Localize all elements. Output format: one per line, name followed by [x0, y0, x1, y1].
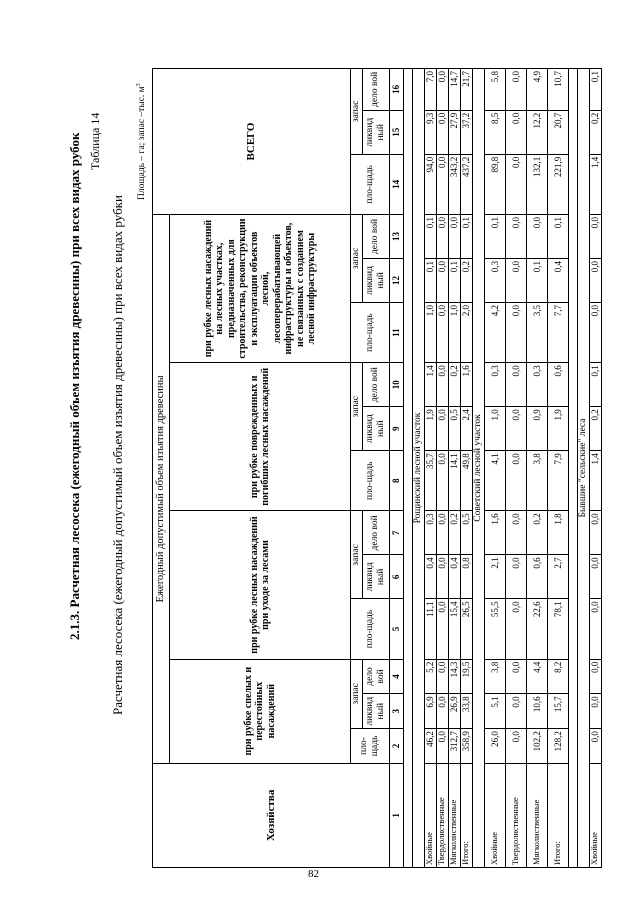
- business-header: дело вой: [362, 659, 389, 694]
- section-title: Рощинский лесной участок: [412, 69, 424, 868]
- farms-header: Хозяйства: [153, 763, 390, 867]
- table-cell: 0,0: [436, 555, 448, 599]
- table-cell: 0,0: [436, 407, 448, 451]
- table-cell: 14,7: [448, 69, 460, 111]
- table-cell: 5,2: [424, 659, 436, 694]
- table-cell: 0,2: [526, 511, 547, 555]
- stock-header: запас: [351, 363, 363, 451]
- table-row: [589, 69, 601, 868]
- table-cell: 0,3: [526, 363, 547, 407]
- table-cell: 10,6: [526, 694, 547, 729]
- table-row: [424, 69, 436, 868]
- table-cell: 0,0: [589, 214, 601, 258]
- area-header: пло-щадь: [351, 154, 390, 214]
- table-cell: 0,0: [505, 451, 526, 511]
- table-cell: 0,0: [589, 729, 601, 764]
- table-cell: 0,0: [505, 555, 526, 599]
- table-row: [460, 69, 472, 868]
- table-cell: 0,4: [424, 555, 436, 599]
- column-number: 5: [389, 599, 403, 659]
- stock-header: запас: [351, 69, 363, 155]
- area-header: пло-щадь: [351, 451, 390, 511]
- table-cell: 0,0: [589, 555, 601, 599]
- table-cell: 0,0: [448, 214, 460, 258]
- table-cell: 1,6: [484, 511, 505, 555]
- rotated-page: [0, 60, 640, 880]
- row-label: Мягколиственные: [448, 763, 460, 867]
- row-label: Итого:: [547, 763, 568, 867]
- table-cell: 221,9: [547, 154, 568, 214]
- table-cell: 11,1: [424, 599, 436, 659]
- table-cell: 0,3: [424, 511, 436, 555]
- table-cell: 37,2: [460, 110, 472, 154]
- table-cell: 0,6: [526, 555, 547, 599]
- table-cell: 0,0: [505, 694, 526, 729]
- table-row: [526, 69, 547, 868]
- table-cell: 8,2: [547, 659, 568, 694]
- column-number: 1: [389, 763, 403, 867]
- table-cell: 49,8: [460, 451, 472, 511]
- liquid-header: ликвид ный: [362, 555, 389, 599]
- table-cell: 0,2: [460, 258, 472, 302]
- table-cell: 0,0: [436, 363, 448, 407]
- table-cell: 437,2: [460, 154, 472, 214]
- table-cell: 0,0: [589, 258, 601, 302]
- business-header: дело вой: [362, 363, 389, 407]
- area-header: пло-щадь: [351, 599, 390, 659]
- business-header: дело вой: [362, 69, 389, 111]
- table-cell: 7,9: [547, 451, 568, 511]
- table-cell: 0,4: [448, 555, 460, 599]
- table-cell: 0,0: [505, 659, 526, 694]
- row-label: Итого:: [460, 763, 472, 867]
- total-header: ВСЕГО: [153, 69, 351, 215]
- table-cell: 312,7: [448, 729, 460, 764]
- column-number: 3: [389, 694, 403, 729]
- table-cell: 2,1: [484, 555, 505, 599]
- table-cell: 0,1: [424, 258, 436, 302]
- column-number: 12: [389, 258, 403, 302]
- column-number: 2: [389, 729, 403, 764]
- table-cell: 0,0: [589, 302, 601, 362]
- section-heading: 2.1.3. Расчетная лесосека (ежегодный объем изъятия древесины) при всех видах рубок: [67, 132, 82, 640]
- table-cell: 0,0: [505, 363, 526, 407]
- area-header: пло-щадь: [351, 729, 390, 764]
- table-cell: 0,0: [436, 451, 448, 511]
- table-cell: 0,0: [436, 302, 448, 362]
- row-label: Твердолиственные: [505, 763, 526, 867]
- table-cell: 0,0: [436, 599, 448, 659]
- table-cell: 0,8: [460, 555, 472, 599]
- table-cell: 0,2: [448, 511, 460, 555]
- table-cell: 0,1: [526, 258, 547, 302]
- table-cell: 46,2: [424, 729, 436, 764]
- table-cell: 78,1: [547, 599, 568, 659]
- column-number: 11: [389, 302, 403, 362]
- table-cell: 0,1: [589, 363, 601, 407]
- table-cell: 0,0: [505, 258, 526, 302]
- table-cell: 0,0: [589, 659, 601, 694]
- table-cell: 0,0: [505, 729, 526, 764]
- table-row: [505, 69, 526, 868]
- table-cell: 1,6: [460, 363, 472, 407]
- table-cell: 343,2: [448, 154, 460, 214]
- table-cell: 3,5: [526, 302, 547, 362]
- column-number: 9: [389, 407, 403, 451]
- table-cell: 0,2: [589, 110, 601, 154]
- table-cell: 0,0: [436, 511, 448, 555]
- liquid-header: ликвид ный: [362, 694, 389, 729]
- table-cell: 1,9: [547, 407, 568, 451]
- group-header-mature: при рубке спелых и перестойных насаждений: [170, 659, 351, 763]
- business-header: дело вой: [362, 511, 389, 555]
- row-label: Хвойные: [424, 763, 436, 867]
- table-cell: 6,9: [424, 694, 436, 729]
- row-label: Хвойные: [484, 763, 505, 867]
- units-note: Площадь – га; запас –тыс. $м^3$: [136, 83, 148, 200]
- table-cell: 132,1: [526, 154, 547, 214]
- row-label: Мягколиственные: [526, 763, 547, 867]
- table-cell: 5,8: [484, 69, 505, 111]
- table-cell: 26,0: [484, 729, 505, 764]
- table-cell: 3,8: [484, 659, 505, 694]
- table-cell: 0,9: [526, 407, 547, 451]
- table-cell: 0,0: [505, 110, 526, 154]
- row-label: Хвойные: [589, 763, 601, 867]
- table-cell: 14,1: [448, 451, 460, 511]
- table-cell: 0,0: [436, 214, 448, 258]
- table-cell: 2,4: [460, 407, 472, 451]
- table-cell: 7,7: [547, 302, 568, 362]
- table-number: Таблица 14: [88, 112, 102, 170]
- table-cell: 0,0: [505, 302, 526, 362]
- table-cell: 0,0: [436, 154, 448, 214]
- table-cell: 0,0: [589, 599, 601, 659]
- table-cell: 22,6: [526, 599, 547, 659]
- table-cell: 0,0: [589, 694, 601, 729]
- table-cell: 102,2: [526, 729, 547, 764]
- table-cell: 0,0: [505, 599, 526, 659]
- table-cell: 4,9: [526, 69, 547, 111]
- area-header: пло-щадь: [351, 302, 390, 362]
- table-row: [484, 69, 505, 868]
- table-cell: 0,0: [589, 511, 601, 555]
- table-cell: 0,2: [448, 363, 460, 407]
- spacer-row: [568, 69, 577, 868]
- table-cell: 33,8: [460, 694, 472, 729]
- spacer-row: [403, 69, 412, 868]
- column-number: 4: [389, 659, 403, 694]
- group-header-care: при рубке лесных насаждений при уходе за лесами: [170, 511, 351, 659]
- table-cell: 1,4: [424, 363, 436, 407]
- table-cell: 9,3: [424, 110, 436, 154]
- main-header: Ежегодный допустимый объем изъятия древесины: [153, 214, 170, 763]
- page-number: 82: [308, 868, 319, 880]
- table-cell: 2,7: [547, 555, 568, 599]
- table-cell: 4,4: [526, 659, 547, 694]
- liquid-header: ликвид ный: [362, 110, 389, 154]
- table-cell: 0,1: [460, 214, 472, 258]
- table-cell: 12,2: [526, 110, 547, 154]
- table-cell: 0,0: [526, 214, 547, 258]
- table-cell: 0,6: [547, 363, 568, 407]
- table-cell: 0,0: [436, 69, 448, 111]
- group-header-construction: при рубке лесных насаждений на лесных участках, предназначенных для строительства, реконструкции и эксплуатации объектов лесной, лесоперерабатывающей инфраструктуры и объектов, не связанных с созданием лесной инфраструктуры: [170, 214, 351, 362]
- column-number: 13: [389, 214, 403, 258]
- table-cell: 0,2: [589, 407, 601, 451]
- column-number: 8: [389, 451, 403, 511]
- table-cell: 3,8: [526, 451, 547, 511]
- table-cell: 27,9: [448, 110, 460, 154]
- table-cell: 4,1: [484, 451, 505, 511]
- table-row: [547, 69, 568, 868]
- table-cell: 0,3: [484, 363, 505, 407]
- table-cell: 1,0: [424, 302, 436, 362]
- logging-table: [152, 68, 602, 868]
- table-cell: 0,0: [436, 659, 448, 694]
- table-cell: 0,0: [505, 154, 526, 214]
- column-number-row: [389, 69, 403, 868]
- table-cell: 0,1: [424, 214, 436, 258]
- table-cell: 14,3: [448, 659, 460, 694]
- table-cell: 0,0: [505, 511, 526, 555]
- table-cell: 0,0: [505, 407, 526, 451]
- section-title: Советский лесной участок: [472, 69, 484, 868]
- table-cell: 1,9: [424, 407, 436, 451]
- table-cell: 0,0: [436, 258, 448, 302]
- column-number: 7: [389, 511, 403, 555]
- table-cell: 26,9: [448, 694, 460, 729]
- column-number: 15: [389, 110, 403, 154]
- table-cell: 15,4: [448, 599, 460, 659]
- row-label: Твердолиственные: [436, 763, 448, 867]
- table-cell: 21,7: [460, 69, 472, 111]
- table-cell: 20,7: [547, 110, 568, 154]
- liquid-header: ликвид ный: [362, 258, 389, 302]
- business-header: дело вой: [362, 214, 389, 258]
- table-cell: 0,4: [547, 258, 568, 302]
- table-cell: 15,7: [547, 694, 568, 729]
- table-row: [448, 69, 460, 868]
- table-cell: 0,0: [436, 694, 448, 729]
- table-cell: 26,5: [460, 599, 472, 659]
- table-cell: 0,0: [505, 69, 526, 111]
- table-cell: 8,5: [484, 110, 505, 154]
- column-number: 10: [389, 363, 403, 407]
- table-cell: 0,5: [460, 511, 472, 555]
- table-row: [436, 69, 448, 868]
- stock-header: запас: [351, 511, 363, 599]
- table-cell: 1,4: [589, 451, 601, 511]
- table-cell: 19,5: [460, 659, 472, 694]
- table-cell: 1,0: [448, 302, 460, 362]
- table-cell: 0,1: [547, 214, 568, 258]
- table-cell: 0,5: [448, 407, 460, 451]
- section-title: Бывшие "сельские" леса: [577, 69, 589, 868]
- table-cell: 0,1: [448, 258, 460, 302]
- table-subtitle: Расчетная лесосека (ежегодный допустимый объем изъятия древесины) при всех видах рубки: [110, 195, 125, 715]
- table-cell: 89,8: [484, 154, 505, 214]
- table-cell: 55,5: [484, 599, 505, 659]
- table-cell: 0,0: [436, 729, 448, 764]
- table-cell: 35,7: [424, 451, 436, 511]
- table-cell: 0,3: [484, 258, 505, 302]
- stock-header: запас: [351, 659, 363, 728]
- table-cell: 7,0: [424, 69, 436, 111]
- table-cell: 1,4: [589, 154, 601, 214]
- table-cell: 0,1: [589, 69, 601, 111]
- table-cell: 4,2: [484, 302, 505, 362]
- column-number: 16: [389, 69, 403, 111]
- column-number: 14: [389, 154, 403, 214]
- table-cell: 0,0: [436, 110, 448, 154]
- table-cell: 1,8: [547, 511, 568, 555]
- table-cell: 128,2: [547, 729, 568, 764]
- column-number: 6: [389, 555, 403, 599]
- table-cell: 0,1: [484, 214, 505, 258]
- stock-header: запас: [351, 214, 363, 302]
- table-cell: 2,0: [460, 302, 472, 362]
- table-cell: 0,0: [505, 214, 526, 258]
- table-cell: 1,0: [484, 407, 505, 451]
- group-header-damaged: при рубке поврежденных и погибших лесных насаждений: [170, 363, 351, 511]
- table-cell: 5,1: [484, 694, 505, 729]
- table-cell: 358,9: [460, 729, 472, 764]
- table-cell: 10,7: [547, 69, 568, 111]
- table-cell: 94,0: [424, 154, 436, 214]
- liquid-header: ликвид ный: [362, 407, 389, 451]
